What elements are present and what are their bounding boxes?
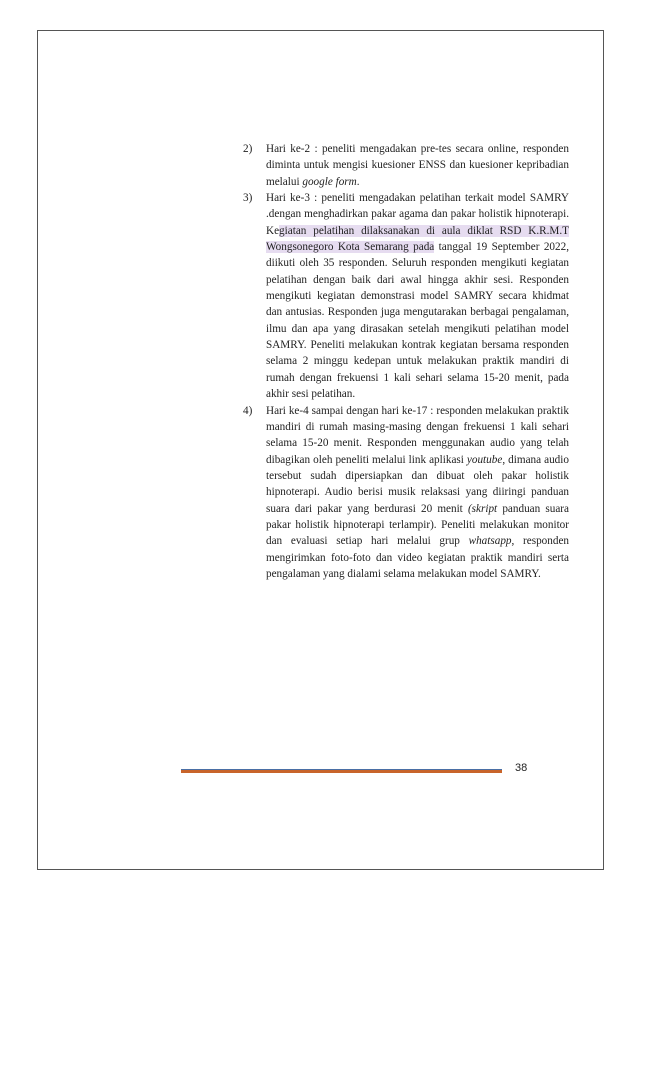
- list-item-4: [243, 403, 569, 583]
- page-content: [243, 141, 569, 582]
- footer-divider-bar: [181, 769, 502, 773]
- document-page: [37, 30, 604, 870]
- item-text: Hari ke-2 : peneliti mengadakan pre-tes secara online, responden diminta untuk mengisi kuesioner ENSS dan kuesioner kepribadian melalui: [266, 143, 569, 188]
- item-text-italic: youtube: [466, 453, 503, 466]
- item-text: panduan suara pakar holistik hipnoterapi terlampir). Peneliti melakukan monitor dan evaluasi setiap hari melalui grup: [266, 502, 569, 548]
- list-number: 4): [243, 404, 253, 417]
- list-number: 2): [243, 143, 253, 155]
- numbered-list: [243, 141, 569, 582]
- item-text: , dimana audio tersebut sudah dipersiapkan dan dibuat oleh pakar holistik hipnoterapi. Audio berisi musik relaksasi yang diiringi panduan suara dari pakar yang berdurasi 20 menit: [266, 453, 569, 515]
- list-number: 3): [243, 192, 253, 205]
- item-text-italic: (skript: [467, 502, 498, 515]
- highlighted-text[interactable]: giatan pelatihan dilaksanakan di aula diklat RSD K.R.M.T Wongsonegoro Kota Semarang pada: [266, 224, 569, 254]
- list-item-3: [243, 190, 569, 402]
- item-text: .: [356, 175, 360, 188]
- item-text-italic: whatsapp: [468, 535, 512, 548]
- list-item-2: [243, 141, 569, 190]
- page-number: 38: [515, 762, 528, 774]
- item-text: Hari ke-3 : peneliti mengadakan pelatihan terkait model SAMRY .dengan menghadirkan pakar agama dan pakar holistik hipnoterapi. Ke: [266, 192, 569, 237]
- item-text: tanggal 19 September 2022, diikuti oleh 35 responden. Seluruh responden mengikuti kegiatan pelatihan dengan baik dari awal hingga akhir sesi. Responden mengikuti kegiatan demonstrasi model SAMRY secara khidmat dan antusias. Responden juga mengutarakan berbagai pengalaman, ilmu dan apa yang dirasakan setelah mengikuti pelatihan model SAMRY. Peneliti melakukan kontrak kegiatan bersama responden selama 2 minggu kedepan untuk melakukan praktik mandiri di rumah dengan frekuensi 1 kali sehari selama 15-20 menit, pada akhir sesi pelatihan.: [266, 241, 569, 401]
- item-text-italic: google form: [302, 175, 357, 188]
- item-text: Hari ke-4 sampai dengan hari ke-17 : responden melakukan praktik mandiri di rumah masing-masing dengan frekuensi 1 kali sehari selama 15-20 menit. Responden menggunakan audio yang telah dibagikan oleh peneliti melalui link aplikasi: [266, 404, 569, 466]
- item-text: , responden mengirimkan foto-foto dan video kegiatan praktik mandiri serta pengalaman yang dialami selama melakukan model SAMRY.: [266, 535, 569, 580]
